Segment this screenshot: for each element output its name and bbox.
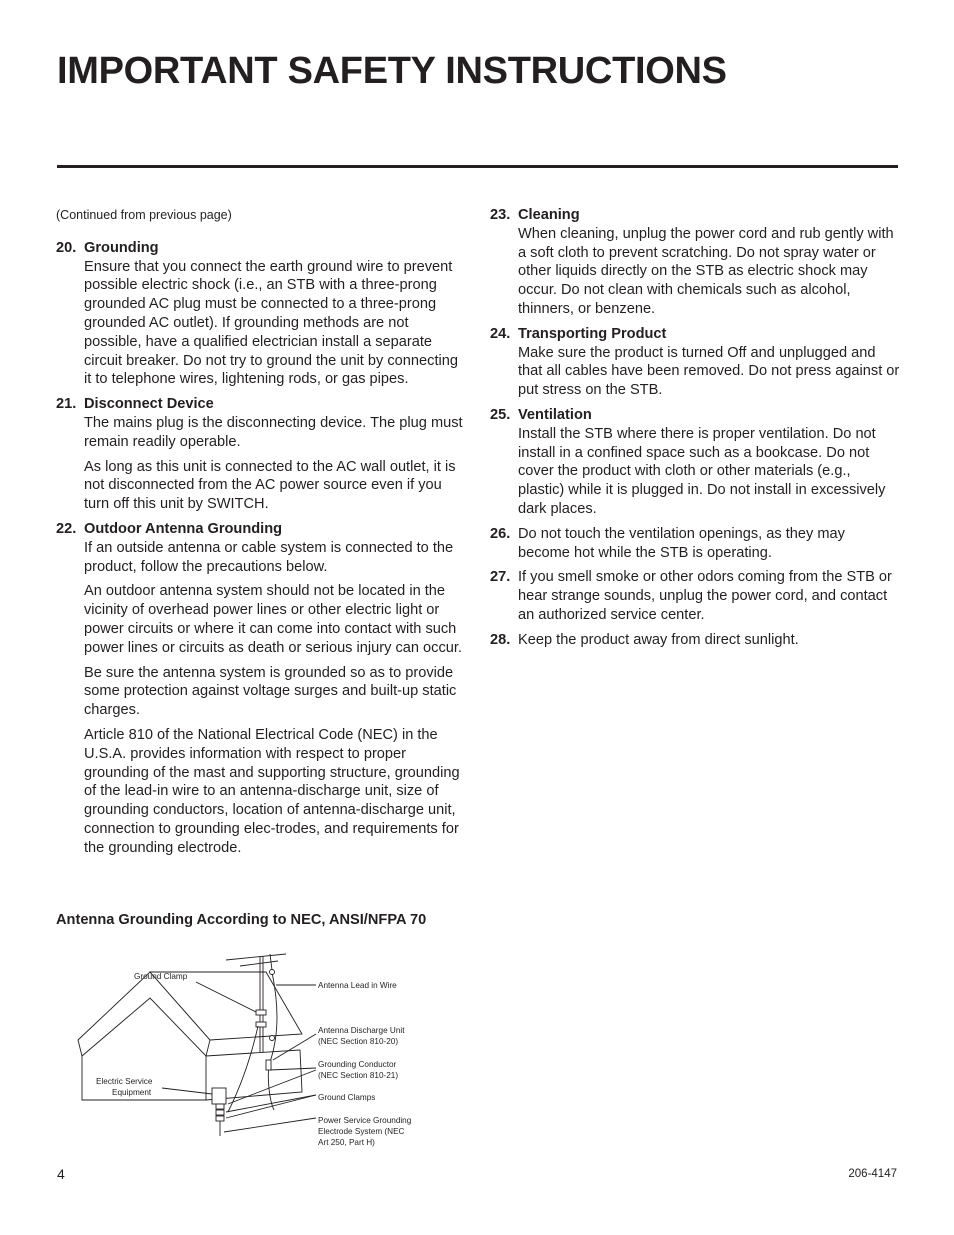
item-text: An outdoor antenna system should not be located in the vicinity of overhead power lines or other electric light or power circuits or where it can come into contact with such power lines or circuits as death or serious injury can occur. [84, 583, 462, 656]
item-text: Ensure that you connect the earth ground wire to prevent possible electric shock (i.e., an STB with a three-prong grounded AC plug must be connected to a three-prong grounded AC outlet). If grounding methods are not possible, have a qualified electrician install a separate circuit breaker. Do not try to ground the unit by connecting it to telephone wires, lightening rods, or gas pipes. [84, 258, 458, 388]
instruction-20 [56, 239, 466, 389]
item-number: 25. [490, 406, 511, 423]
item-number: 21. [56, 396, 77, 413]
instruction-23 [490, 206, 900, 319]
item-heading: Cleaning [518, 207, 580, 223]
item-heading: Transporting Product [518, 325, 667, 342]
document-code: 206-4147 [848, 1168, 897, 1180]
item-number: 28. [490, 631, 511, 648]
item-number: 24. [490, 325, 511, 342]
item-number: 26. [490, 525, 511, 542]
antenna-discharge-unit [266, 1060, 271, 1070]
title-divider [57, 165, 898, 168]
item-heading: Disconnect Device [84, 396, 214, 413]
label-power-service-sub2: Art 250, Part H) [318, 1138, 375, 1147]
label-grounding-conductor-sub: (NEC Section 810-21) [318, 1071, 399, 1080]
instruction-25 [490, 406, 900, 519]
page-title: IMPORTANT SAFETY INSTRUCTIONS [57, 50, 727, 92]
label-antenna-lead: Antenna Lead in Wire [318, 981, 397, 990]
label-power-service-sub: Electrode System (NEC [318, 1127, 405, 1136]
label-discharge-unit: Antenna Discharge Unit [318, 1026, 405, 1035]
electric-service-box [212, 1088, 226, 1104]
right-column [490, 206, 900, 656]
continued-note: (Continued from previous page) [56, 208, 232, 222]
item-heading: Grounding [84, 239, 159, 256]
instruction-21 [56, 395, 466, 514]
label-electric-service-sub: Equipment [112, 1088, 152, 1097]
item-text: If you smell smoke or other odors coming from the STB or hear strange sounds, unplug the power cord, and contact an authorized service center. [518, 569, 892, 623]
item-heading: Outdoor Antenna Grounding [84, 520, 283, 537]
item-text: When cleaning, unplug the power cord and rub gently with a soft cloth to prevent scratching. Do not spray water or other liquids directly on the STB as electric shock may occur. Do not clean with chemicals such as alcohol, thinners, or benzene. [518, 225, 894, 317]
label-ground-clamps: Ground Clamps [318, 1093, 376, 1102]
figure-title: Antenna Grounding According to NEC, ANSI/NFPA 70 [56, 912, 427, 928]
label-discharge-unit-sub: (NEC Section 810-20) [318, 1037, 399, 1046]
instruction-22 [56, 520, 466, 858]
page-number: 4 [57, 1166, 65, 1182]
item-text: As long as this unit is connected to the AC wall outlet, it is not disconnected from the AC power source even if you turn off this unit by SWITCH. [84, 458, 456, 513]
item-number: 20. [56, 239, 77, 256]
item-number: 22. [56, 520, 77, 537]
item-text: Keep the product away from direct sunlight. [518, 631, 799, 648]
mast-ground-clamp [256, 1010, 266, 1015]
item-text: Article 810 of the National Electrical Code (NEC) in the U.S.A. provides information with respect to proper grounding of the mast and supporting structure, grounding of the lead-in wire to an antenna-discharge unit, size of grounding conductors, location of antenna-discharge unit, connection to grounding elec-trodes, and requirements for the grounding electrode. [84, 726, 460, 856]
antenna-grounding-diagram [70, 952, 450, 1152]
item-text: Be sure the antenna system is grounded so as to provide some protection against voltage surges and built-up static charges. [84, 664, 457, 719]
antenna-element [226, 954, 286, 960]
instruction-28 [490, 631, 900, 650]
label-grounding-conductor: Grounding Conductor [318, 1060, 397, 1069]
item-number: 27. [490, 569, 511, 586]
item-heading: Ventilation [518, 406, 592, 423]
item-number: 23. [490, 207, 511, 223]
item-text: If an outside antenna or cable system is connected to the product, follow the precautions below. [84, 539, 454, 575]
left-column [56, 206, 466, 864]
instruction-26 [490, 525, 900, 563]
label-power-service: Power Service Grounding [318, 1116, 412, 1125]
instruction-24 [490, 325, 900, 400]
item-text: Install the STB where there is proper ventilation. Do not install in a confined space such as a bookcase. Do not cover the product with cloth or other materials (e.g., plastic) while it is plugged in. Do not install in excessively dark places. [518, 425, 886, 517]
antenna-connector [270, 970, 275, 975]
instruction-27 [490, 568, 900, 624]
item-text: The mains plug is the disconnecting device. The plug must remain readily operable. [84, 414, 463, 450]
item-text: Do not touch the ventilation openings, as they may become hot while the STB is operating. [518, 525, 845, 561]
label-ground-clamp: Ground Clamp [134, 972, 188, 981]
item-text: Make sure the product is turned Off and unplugged and that all cables have been removed. Do not press against or put stress on the STB. [518, 344, 900, 399]
label-electric-service: Electric Service [96, 1077, 153, 1086]
